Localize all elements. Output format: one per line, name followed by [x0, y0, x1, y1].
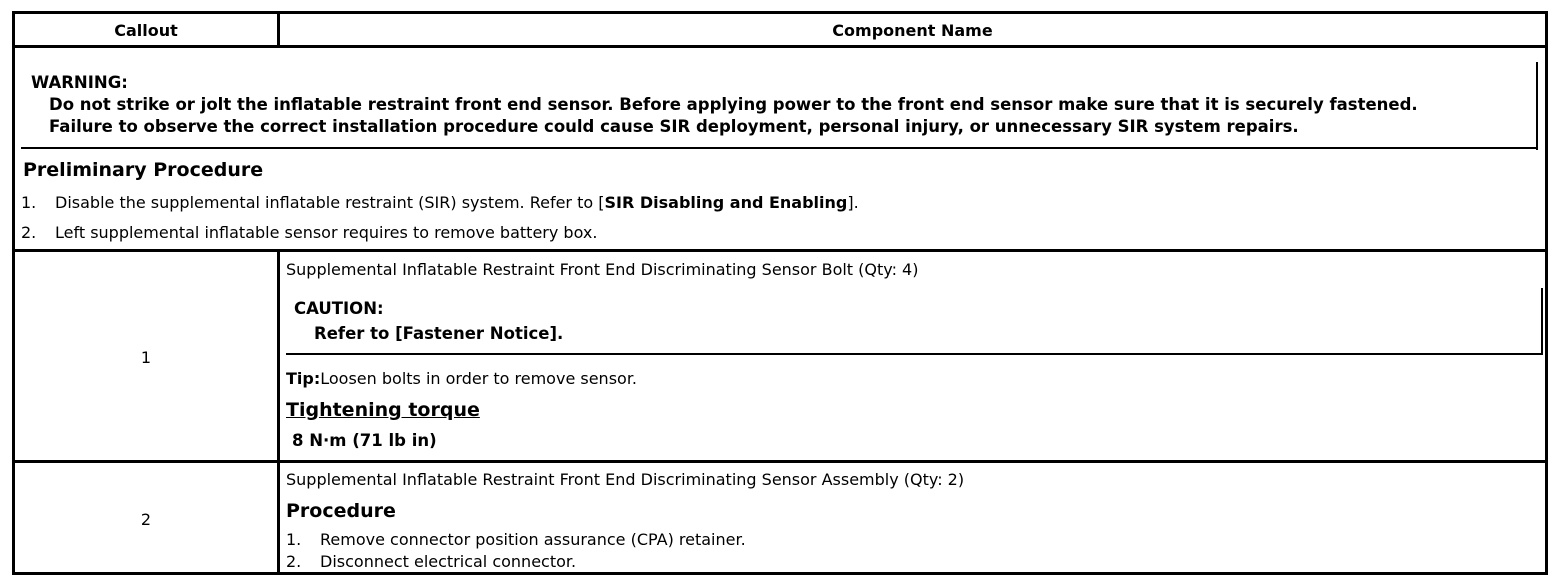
fastener-notice-link[interactable]: Refer to [Fastener Notice]. — [314, 324, 564, 343]
step-number: 1. — [286, 530, 302, 549]
components-table — [12, 11, 1548, 575]
warning-border — [21, 147, 1538, 149]
caution-border — [286, 353, 1543, 355]
preliminary-step — [21, 223, 597, 242]
divider — [277, 252, 280, 463]
sir-disabling-link[interactable]: SIR Disabling and Enabling — [604, 193, 848, 212]
warning-block — [31, 72, 1418, 138]
caution-title: CAUTION: — [294, 299, 384, 318]
tip-label: Tip: — [286, 369, 321, 388]
procedure-step — [286, 552, 576, 571]
procedure-title: Procedure — [286, 500, 396, 522]
component-name: Supplemental Inflatable Restraint Front End Discriminating Sensor Assembly (Qty: 2) — [286, 470, 965, 489]
divider — [15, 249, 1545, 252]
step-text: ]. — [847, 193, 859, 212]
warning-title: WARNING: — [31, 73, 128, 92]
divider — [277, 463, 280, 575]
table-header — [15, 14, 1545, 45]
warning-line: Do not strike or jolt the inflatable restraint front end sensor. Before applying power to the front end sensor make sure that it is securely fastened. — [49, 95, 1418, 114]
step-number: 2. — [286, 552, 302, 571]
divider — [15, 45, 1545, 48]
component-name: Supplemental Inflatable Restraint Front End Discriminating Sensor Bolt (Qty: 4) — [286, 260, 919, 279]
divider — [277, 14, 280, 45]
tip-text: Loosen bolts in order to remove sensor. — [320, 369, 638, 388]
step-number: 2. — [21, 223, 37, 242]
tip — [286, 369, 637, 388]
step-text: Remove connector position assurance (CPA) retainer. — [320, 530, 746, 549]
step-text: Disconnect electrical connector. — [320, 552, 577, 571]
procedure-step — [286, 530, 746, 549]
tightening-torque-title: Tightening torque — [286, 399, 480, 421]
warning-border — [1536, 62, 1538, 150]
step-text: Left supplemental inflatable sensor requires to remove battery box. — [55, 223, 598, 242]
callout-number: 1 — [140, 348, 152, 367]
preliminary-step — [21, 193, 859, 212]
warning-line: Failure to observe the correct installation procedure could cause SIR deployment, personal injury, or unnecessary SIR system repairs. — [49, 117, 1299, 136]
divider — [15, 460, 1545, 463]
caution-block — [294, 296, 563, 346]
callout-number: 2 — [140, 510, 152, 529]
step-text: Disable the supplemental inflatable restraint (SIR) system. Refer to [ — [55, 193, 605, 212]
torque-value: 8 N·m (71 lb in) — [292, 431, 437, 450]
caution-border — [1541, 288, 1543, 355]
header-component-name: Component Name — [832, 21, 993, 40]
header-callout: Callout — [114, 21, 178, 40]
preliminary-procedure-title: Preliminary Procedure — [23, 159, 264, 181]
step-number: 1. — [21, 193, 37, 212]
